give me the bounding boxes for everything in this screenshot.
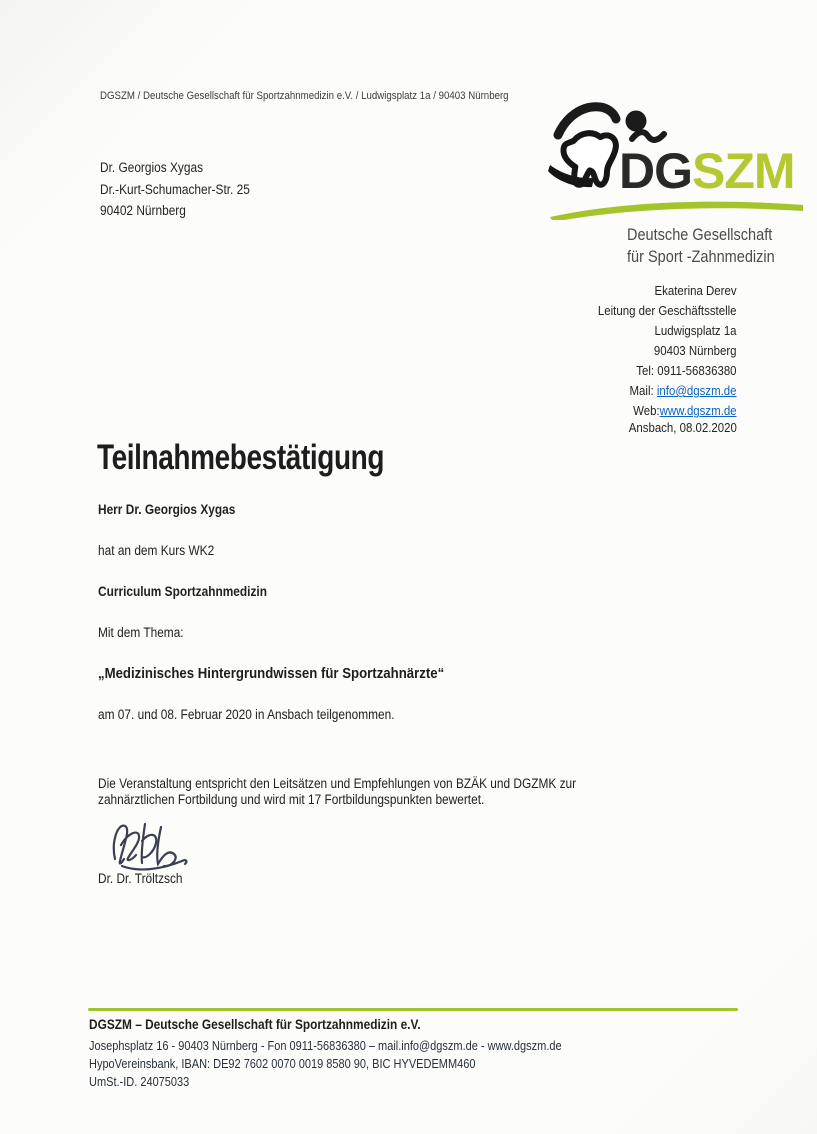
participation-date-line: am 07. und 08. Februar 2020 in Ansbach teilgenommen. [98,707,395,722]
cpd-paragraph-line2: zahnärztlichen Fortbildung und wird mit 17 Fortbildungspunkten bewertet. [98,791,485,807]
footer-tax-line: UmSt.-ID. 24075033 [89,1075,190,1089]
course-line: hat an dem Kurs WK2 [98,543,215,558]
topic-line: „Medizinisches Hintergrundwissen für Sportzahnärzte“ [98,665,445,682]
runner-head [626,111,647,132]
salutation-line: Herr Dr. Georgios Xygas [98,502,236,517]
logo-subtitle-line1: Deutsche Gesellschaft [627,226,773,244]
contact-name: Ekaterina Derev [654,283,737,298]
footer-bank-line: HypoVereinsbank, IBAN: DE92 7602 0070 0019 8580 90, BIC HYVEDEMM460 [89,1057,476,1071]
dateline: Ansbach, 08.02.2020 [628,420,737,435]
contact-mail-row [598,381,737,401]
tel-value: 0911-56836380 [657,363,737,378]
wordmark-green-part: SZM [692,143,795,199]
recipient-city: 90402 Nürnberg [100,203,186,218]
signature-name: Dr. Dr. Tröltzsch [98,871,183,886]
handwritten-signature [108,817,203,872]
recipient-street: Dr.-Kurt-Schumacher-Str. 25 [100,181,250,197]
footer-rule [88,1008,738,1011]
theme-intro-line: Mit dem Thema: [98,625,184,640]
mail-link[interactable]: info@dgszm.de [657,383,737,398]
contact-web-row [598,401,737,421]
document-title: Teilnahmebestätigung [97,438,385,477]
footer-address-line: Josephsplatz 16 - 90403 Nürnberg - Fon 0911-56836380 – mail.info@dgszm.de - www.dgszm.de [89,1039,562,1053]
contact-street: Ludwigsplatz 1a [654,323,737,338]
logo-swoosh [548,196,805,220]
logo-subtitle [627,224,795,268]
recipient-address [100,157,270,222]
mail-label: Mail: [629,383,655,398]
contact-city: 90403 Nürnberg [654,343,737,358]
logo-subtitle-line2: für Sport -Zahnmedizin [627,248,775,266]
contact-block [579,281,737,421]
cpd-paragraph-line1: Die Veranstaltung entspricht den Leitsätzen und Empfehlungen von BZÄK und DGZMK zur [98,776,577,791]
wordmark-dark-part: DG [619,143,692,199]
web-label: Web: [633,403,661,418]
contact-tel-row [598,361,737,381]
contact-role: Leitung der Geschäftsstelle [598,303,737,318]
tel-label: Tel: [636,363,655,378]
web-link[interactable]: www.dgszm.de [660,403,737,418]
curriculum-line: Curriculum Sportzahnmedizin [98,584,267,599]
recipient-name: Dr. Georgios Xygas [100,160,204,175]
dgszm-wordmark [619,143,795,199]
cpd-paragraph [98,776,641,807]
sender-line: DGSZM / Deutsche Gesellschaft für Sportzahnmedizin e.V. / Ludwigsplatz 1a / 90403 Nürnberg [100,90,509,102]
footer-org-line: DGSZM – Deutsche Gesellschaft für Sportzahnmedizin e.V. [89,1017,421,1032]
